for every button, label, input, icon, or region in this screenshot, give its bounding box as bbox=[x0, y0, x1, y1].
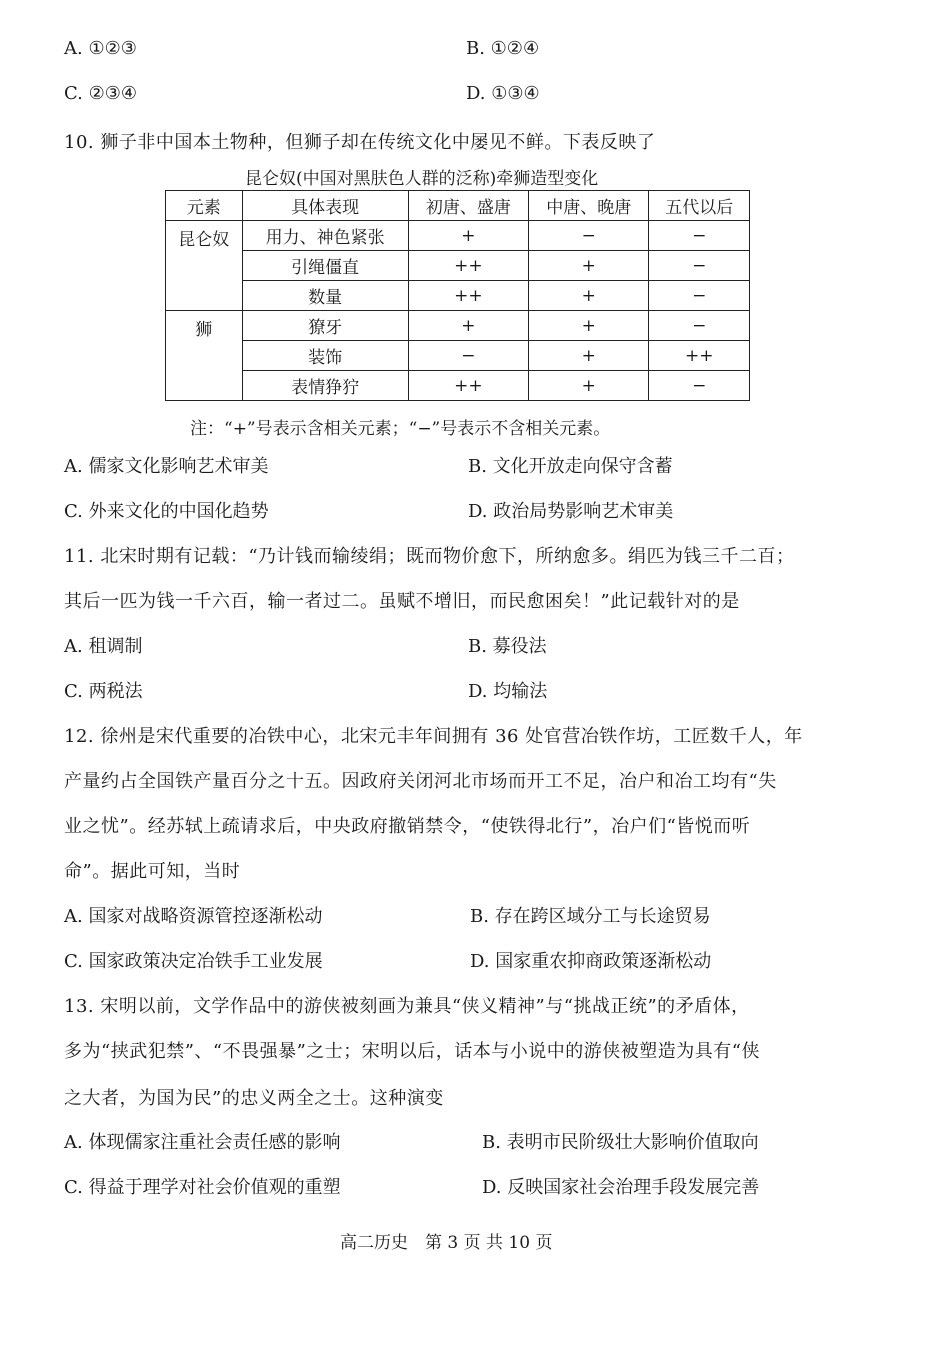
q13-option-c: C. 得益于理学对社会价值观的重塑 bbox=[64, 1177, 341, 1198]
table-row-label: 数量 bbox=[242, 281, 408, 311]
table-cell: + bbox=[529, 341, 649, 371]
q9-option-d: D. ①③④ bbox=[466, 83, 540, 104]
q13-stem-line2: 多为“挟武犯禁”、“不畏强暴”之士；宋明以后，话本与小说中的游侠被塑造为具有“侠 bbox=[64, 1041, 761, 1062]
table-header-cell: 初唐、盛唐 bbox=[408, 191, 528, 221]
table-cell: + bbox=[529, 251, 649, 281]
table-row bbox=[166, 251, 750, 281]
q11-option-c: C. 两税法 bbox=[64, 681, 143, 702]
table-cell: + bbox=[529, 281, 649, 311]
table-cell: ++ bbox=[408, 251, 528, 281]
q10-stem: 10. 狮子非中国本土物种，但狮子却在传统文化中屡见不鲜。下表反映了 bbox=[64, 132, 656, 153]
q11-stem-line2: 其后一匹为钱一千六百，输一者过二。虽赋不增旧，而民愈困矣！”此记载针对的是 bbox=[64, 591, 740, 612]
table-header-cell: 具体表现 bbox=[242, 191, 408, 221]
table-header-cell: 中唐、晚唐 bbox=[529, 191, 649, 221]
table-cell: − bbox=[649, 281, 750, 311]
q11-option-d: D. 均输法 bbox=[468, 681, 548, 702]
table-header-cell: 五代以后 bbox=[649, 191, 750, 221]
q12-stem-line2: 产量约占全国铁产量百分之十五。因政府关闭河北市场而开工不足，冶户和冶工均有“失 bbox=[64, 771, 777, 792]
table-header-cell: 元素 bbox=[166, 191, 243, 221]
q13-option-b: B. 表明市民阶级壮大影响价值取向 bbox=[482, 1132, 759, 1153]
table-row bbox=[166, 341, 750, 371]
q12-stem-line4: 命”。据此可知，当时 bbox=[64, 861, 241, 882]
q9-option-a: A. ①②③ bbox=[64, 38, 137, 59]
table-cell: − bbox=[529, 221, 649, 251]
table-row-label: 用力、神色紧张 bbox=[242, 221, 408, 251]
q13-option-d: D. 反映国家社会治理手段发展完善 bbox=[482, 1177, 760, 1198]
table-cell: ++ bbox=[649, 341, 750, 371]
table-group-label: 昆仑奴 bbox=[166, 221, 243, 311]
q10-option-a: A. 儒家文化影响艺术审美 bbox=[64, 456, 269, 477]
q9-option-c: C. ②③④ bbox=[64, 83, 137, 104]
table-cell: − bbox=[649, 311, 750, 341]
table-row-label: 装饰 bbox=[242, 341, 408, 371]
q11-option-a: A. 租调制 bbox=[64, 636, 143, 657]
q10-table-note: 注：“+”号表示含相关元素；“−”号表示不含相关元素。 bbox=[190, 419, 611, 439]
q12-stem-line3: 业之忧”。经苏轼上疏请求后，中央政府撤销禁令，“使铁得北行”，冶户们“皆悦而听 bbox=[64, 816, 751, 837]
table-cell: + bbox=[408, 311, 528, 341]
q12-option-a: A. 国家对战略资源管控逐渐松动 bbox=[64, 906, 323, 927]
table-row bbox=[166, 311, 750, 341]
q13-stem-line3: 之大者，为国为民”的忠义两全之士。这种演变 bbox=[64, 1088, 444, 1109]
table-row-label: 獠牙 bbox=[242, 311, 408, 341]
q13-stem-line1: 13. 宋明以前，文学作品中的游侠被刻画为兼具“侠义精神”与“挑战正统”的矛盾体， bbox=[64, 996, 750, 1017]
page-footer: 高二历史 第 3 页 共 10 页 bbox=[340, 1233, 553, 1253]
q12-option-d: D. 国家重农抑商政策逐渐松动 bbox=[470, 951, 712, 972]
q10-table bbox=[165, 190, 750, 401]
table-cell: ++ bbox=[408, 371, 528, 401]
table-row bbox=[166, 371, 750, 401]
table-cell: − bbox=[649, 371, 750, 401]
table-cell: + bbox=[408, 221, 528, 251]
table-cell: ++ bbox=[408, 281, 528, 311]
q12-option-c: C. 国家政策决定冶铁手工业发展 bbox=[64, 951, 323, 972]
q11-option-b: B. 募役法 bbox=[468, 636, 547, 657]
q9-option-b: B. ①②④ bbox=[466, 38, 540, 59]
table-row bbox=[166, 221, 750, 251]
table-row-label: 引绳僵直 bbox=[242, 251, 408, 281]
q10-table-title: 昆仑奴(中国对黑肤色人群的泛称)牵狮造型变化 bbox=[245, 169, 599, 189]
table-row-label: 表情狰狞 bbox=[242, 371, 408, 401]
q10-option-c: C. 外来文化的中国化趋势 bbox=[64, 501, 269, 522]
q13-option-a: A. 体现儒家注重社会责任感的影响 bbox=[64, 1132, 341, 1153]
table-cell: + bbox=[529, 371, 649, 401]
q12-stem-line1: 12. 徐州是宋代重要的冶铁中心，北宋元丰年间拥有 36 处官营冶铁作坊，工匠数千人，年 bbox=[64, 726, 803, 747]
table-cell: − bbox=[649, 251, 750, 281]
q10-option-d: D. 政治局势影响艺术审美 bbox=[468, 501, 674, 522]
table-cell: − bbox=[408, 341, 528, 371]
table-header-row bbox=[166, 191, 750, 221]
table-group-label: 狮 bbox=[166, 311, 243, 401]
q12-option-b: B. 存在跨区域分工与长途贸易 bbox=[470, 906, 711, 927]
table-cell: − bbox=[649, 221, 750, 251]
table-cell: + bbox=[529, 311, 649, 341]
q10-option-b: B. 文化开放走向保守含蓄 bbox=[468, 456, 673, 477]
q11-stem-line1: 11. 北宋时期有记载：“乃计钱而输绫绢；既而物价愈下，所纳愈多。绢匹为钱三千二百； bbox=[64, 546, 795, 567]
table-row bbox=[166, 281, 750, 311]
